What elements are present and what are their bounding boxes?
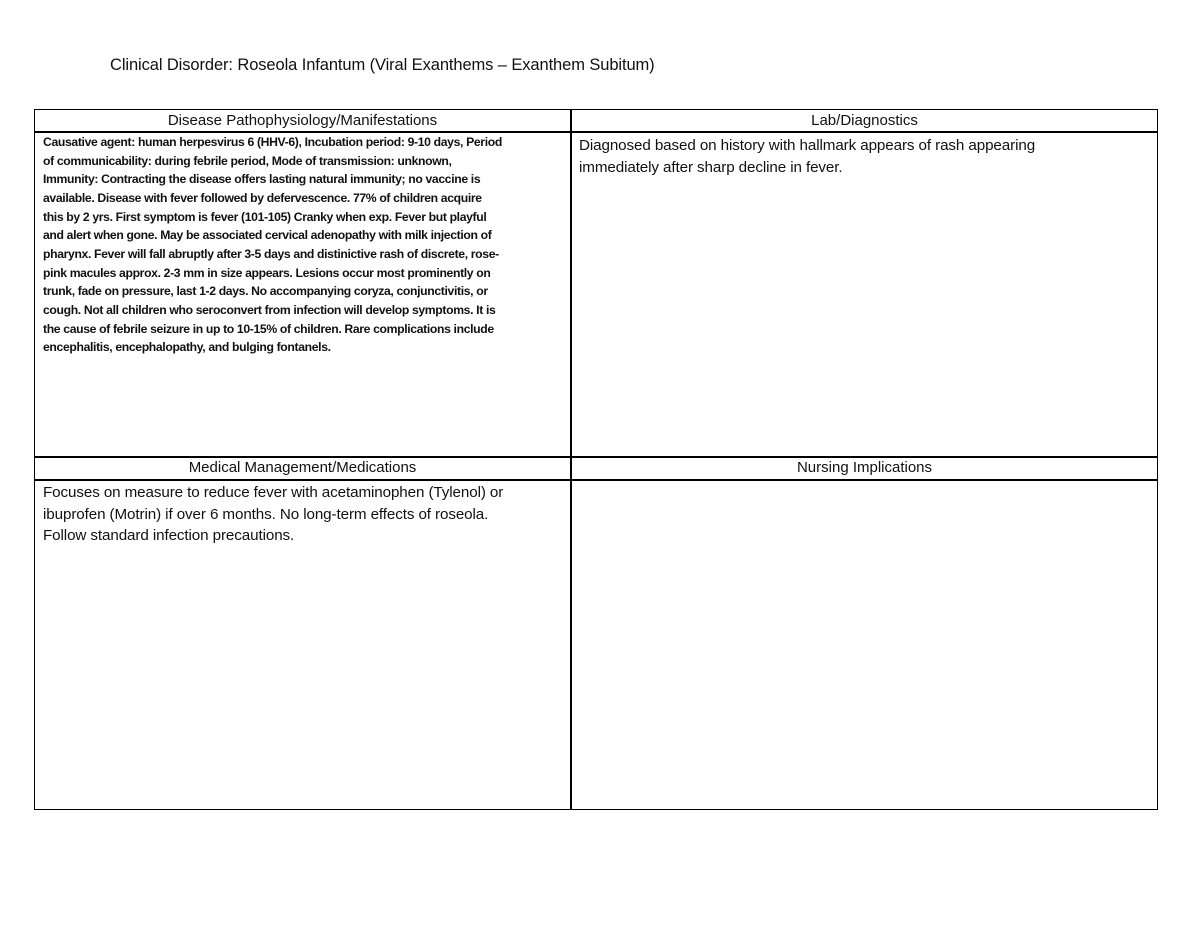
text-line: Causative agent: human herpesvirus 6 (HHV-6), Incubation period: 9-10 days, Period [43,135,502,149]
text-line: encephalitis, encephalopathy, and bulging fontanels. [43,340,331,355]
cell-lab-diagnostics [579,135,1154,178]
header-lab-diagnostics: Lab/Diagnostics [811,112,918,129]
text-line: ibuprofen (Motrin) if over 6 months. No long-term effects of roseola. [43,505,489,523]
text-line: pharynx. Fever will fall abruptly after 3-5 days and distinictive rash of discrete, rose- [43,246,499,261]
text-line: of communicability: during febrile period, Mode of transmission: unknown, [43,153,452,168]
text-line: pink macules approx. 2-3 mm in size appears. Lesions occur most prominently on [43,265,491,280]
text-line: Focuses on measure to reduce fever with acetaminophen (Tylenol) or [43,484,504,501]
text-line: and alert when gone. May be associated cervical adenopathy with milk injection of [43,228,492,243]
row-divider-bottom-header [35,479,1157,481]
header-nursing-implications: Nursing Implications [796,459,933,476]
text-line: this by 2 yrs. First symptom is fever (101-105) Cranky when exp. Fever but playful [43,209,487,224]
text-line: trunk, fade on pressure, last 1-2 days. No accompanying coryza, conjunctivitis, or [43,284,488,299]
text-line: immediately after sharp decline in fever. [579,158,843,176]
text-line: Diagnosed based on history with hallmark appears of rash appearing [579,137,1036,154]
text-line: Immunity: Contracting the disease offers lasting natural immunity; no vaccine is [43,172,481,187]
header-pathophysiology: Disease Pathophysiology/Manifestations [167,112,438,129]
text-line: cough. Not all children who seroconvert from infection will develop symptoms. It is [43,302,496,317]
cell-pathophysiology [43,133,568,357]
cell-medical-management [43,482,568,547]
text-line: Follow standard infection precautions. [43,527,295,544]
text-line: available. Disease with fever followed by defervescence. 77% of children acquire [43,190,482,205]
document-title: Clinical Disorder: Roseola Infantum (Viral Exanthems – Exanthem Subitum) [110,56,655,74]
header-medical-management: Medical Management/Medications [188,459,417,476]
text-line: the cause of febrile seizure in up to 10-15% of children. Rare complications include [43,321,494,336]
care-map-table [34,109,1158,810]
